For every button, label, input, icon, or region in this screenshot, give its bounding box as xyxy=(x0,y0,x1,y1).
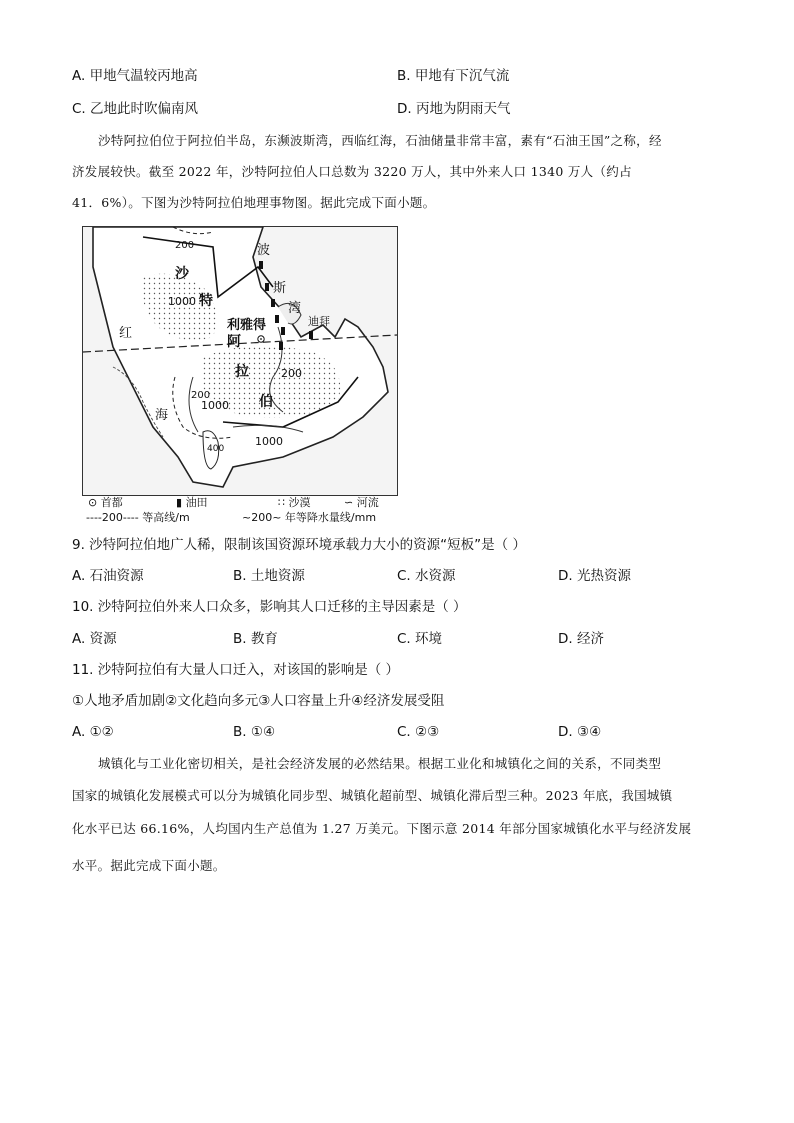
q10-option-b[interactable]: B. 教育 xyxy=(233,631,278,647)
oilfield-icon xyxy=(309,331,313,339)
q11-option-a[interactable]: A. ①② xyxy=(72,724,114,740)
saudi-arabia-map xyxy=(82,226,398,496)
passage2-line4: 水平。据此完成下面小题。 xyxy=(72,858,226,873)
map-label-dammam: 迪拜 xyxy=(308,315,330,328)
legend-desert: ∷ 沙漠 xyxy=(278,496,311,509)
oilfield-icon: ▮ xyxy=(176,496,183,509)
legend-river: ∽ 河流 xyxy=(344,496,379,509)
map-svg xyxy=(83,227,397,495)
passage1-line2: 济发展较快。截至 2022 年，沙特阿拉伯人口总数为 3220 万人，其中外来人口 1340 万人（约占 xyxy=(72,164,632,179)
map-label-sha: 沙 xyxy=(175,266,189,282)
contour-label: 1000 xyxy=(255,435,283,448)
map-label-bo: 伯 xyxy=(259,394,273,410)
oilfield-icon xyxy=(265,283,269,291)
contour-label: 400 xyxy=(207,444,225,454)
contour-label: 200 xyxy=(175,240,195,251)
map-label-hong: 红 xyxy=(119,326,133,341)
desert-icon: ∷ xyxy=(278,496,285,509)
map-label-riyadh: 利雅得 xyxy=(227,318,267,333)
option-b-prev[interactable]: B. 甲地有下沉气流 xyxy=(397,68,510,84)
capital-icon: ⊙ xyxy=(88,496,98,509)
q9-option-c[interactable]: C. 水资源 xyxy=(397,568,456,584)
q11-option-c[interactable]: C. ②③ xyxy=(397,724,440,740)
map-label-hai: 海 xyxy=(155,408,169,423)
q10-option-c[interactable]: C. 环境 xyxy=(397,631,443,647)
map-label-wan: 湾 xyxy=(288,301,302,316)
q9-option-a[interactable]: A. 石油资源 xyxy=(72,568,144,584)
option-a-prev[interactable]: A. 甲地气温较丙地高 xyxy=(72,68,198,84)
oilfield-icon xyxy=(281,327,285,335)
map-label-te: 特 xyxy=(199,293,213,309)
oilfield-icon xyxy=(271,299,275,307)
passage2-line1: 城镇化与工业化密切相关，是社会经济发展的必然结果。根据工业化和城镇化之间的关系，不同类型 xyxy=(98,756,662,771)
legend-oilfield: ▮ 油田 xyxy=(176,496,208,509)
q9-stem: 9. 沙特阿拉伯地广人稀，限制该国资源环境承载力大小的资源“短板”是（ ） xyxy=(72,537,526,553)
oilfield-icon xyxy=(259,261,263,269)
contour-label: 1000 xyxy=(201,399,229,412)
contour-label: 200 xyxy=(191,390,211,401)
contour-label: 200 xyxy=(281,367,302,380)
contour-label: 1000 xyxy=(168,295,196,308)
q9-option-b[interactable]: B. 土地资源 xyxy=(233,568,305,584)
q10-option-a[interactable]: A. 资源 xyxy=(72,631,117,647)
q11-items: ①人地矛盾加剧②文化趋向多元③人口容量上升④经济发展受阻 xyxy=(72,693,445,709)
q9-option-d[interactable]: D. 光热资源 xyxy=(558,568,631,584)
map-legend xyxy=(82,494,396,526)
q10-stem: 10. 沙特阿拉伯外来人口众多，影响其人口迁移的主导因素是（ ） xyxy=(72,599,467,615)
option-c-prev[interactable]: C. 乙地此时吹偏南风 xyxy=(72,101,199,117)
passage1-line1: 沙特阿拉伯位于阿拉伯半岛，东濒波斯湾，西临红海，石油储量非常丰富，素有“石油王国”之称，经 xyxy=(98,133,662,148)
passage2-line2: 国家的城镇化发展模式可以分为城镇化同步型、城镇化超前型、城镇化滞后型三种。2023 年底，我国城镇 xyxy=(72,788,673,803)
map-label-si: 斯 xyxy=(273,281,287,296)
map-label-bo2: 波 xyxy=(257,243,271,258)
q11-option-b[interactable]: B. ①④ xyxy=(233,724,276,740)
option-d-prev[interactable]: D. 丙地为阴雨天气 xyxy=(397,101,511,117)
legend-isohyet: ~200~ 年等降水量线/mm xyxy=(242,511,377,524)
map-label-a: 阿 xyxy=(227,334,241,350)
oilfield-icon xyxy=(275,315,279,323)
map-label-la: 拉 xyxy=(235,364,249,380)
q11-option-d[interactable]: D. ③④ xyxy=(558,724,602,740)
oilfield-icon xyxy=(279,342,283,350)
river-icon: ∽ xyxy=(344,496,354,509)
q11-stem: 11. 沙特阿拉伯有大量人口迁入，对该国的影响是（ ） xyxy=(72,662,400,678)
q10-option-d[interactable]: D. 经济 xyxy=(558,631,604,647)
legend-contour: ----200---- 等高线/m xyxy=(86,511,190,524)
passage2-line3: 化水平已达 66.16%，人均国内生产总值为 1.27 万美元。下图示意 2014 年部分国家城镇化水平与经济发展 xyxy=(72,821,692,836)
legend-capital: ⊙ 首都 xyxy=(88,496,123,509)
passage1-line3: 41．6%）。下图为沙特阿拉伯地理事物图。据此完成下面小题。 xyxy=(72,195,436,210)
